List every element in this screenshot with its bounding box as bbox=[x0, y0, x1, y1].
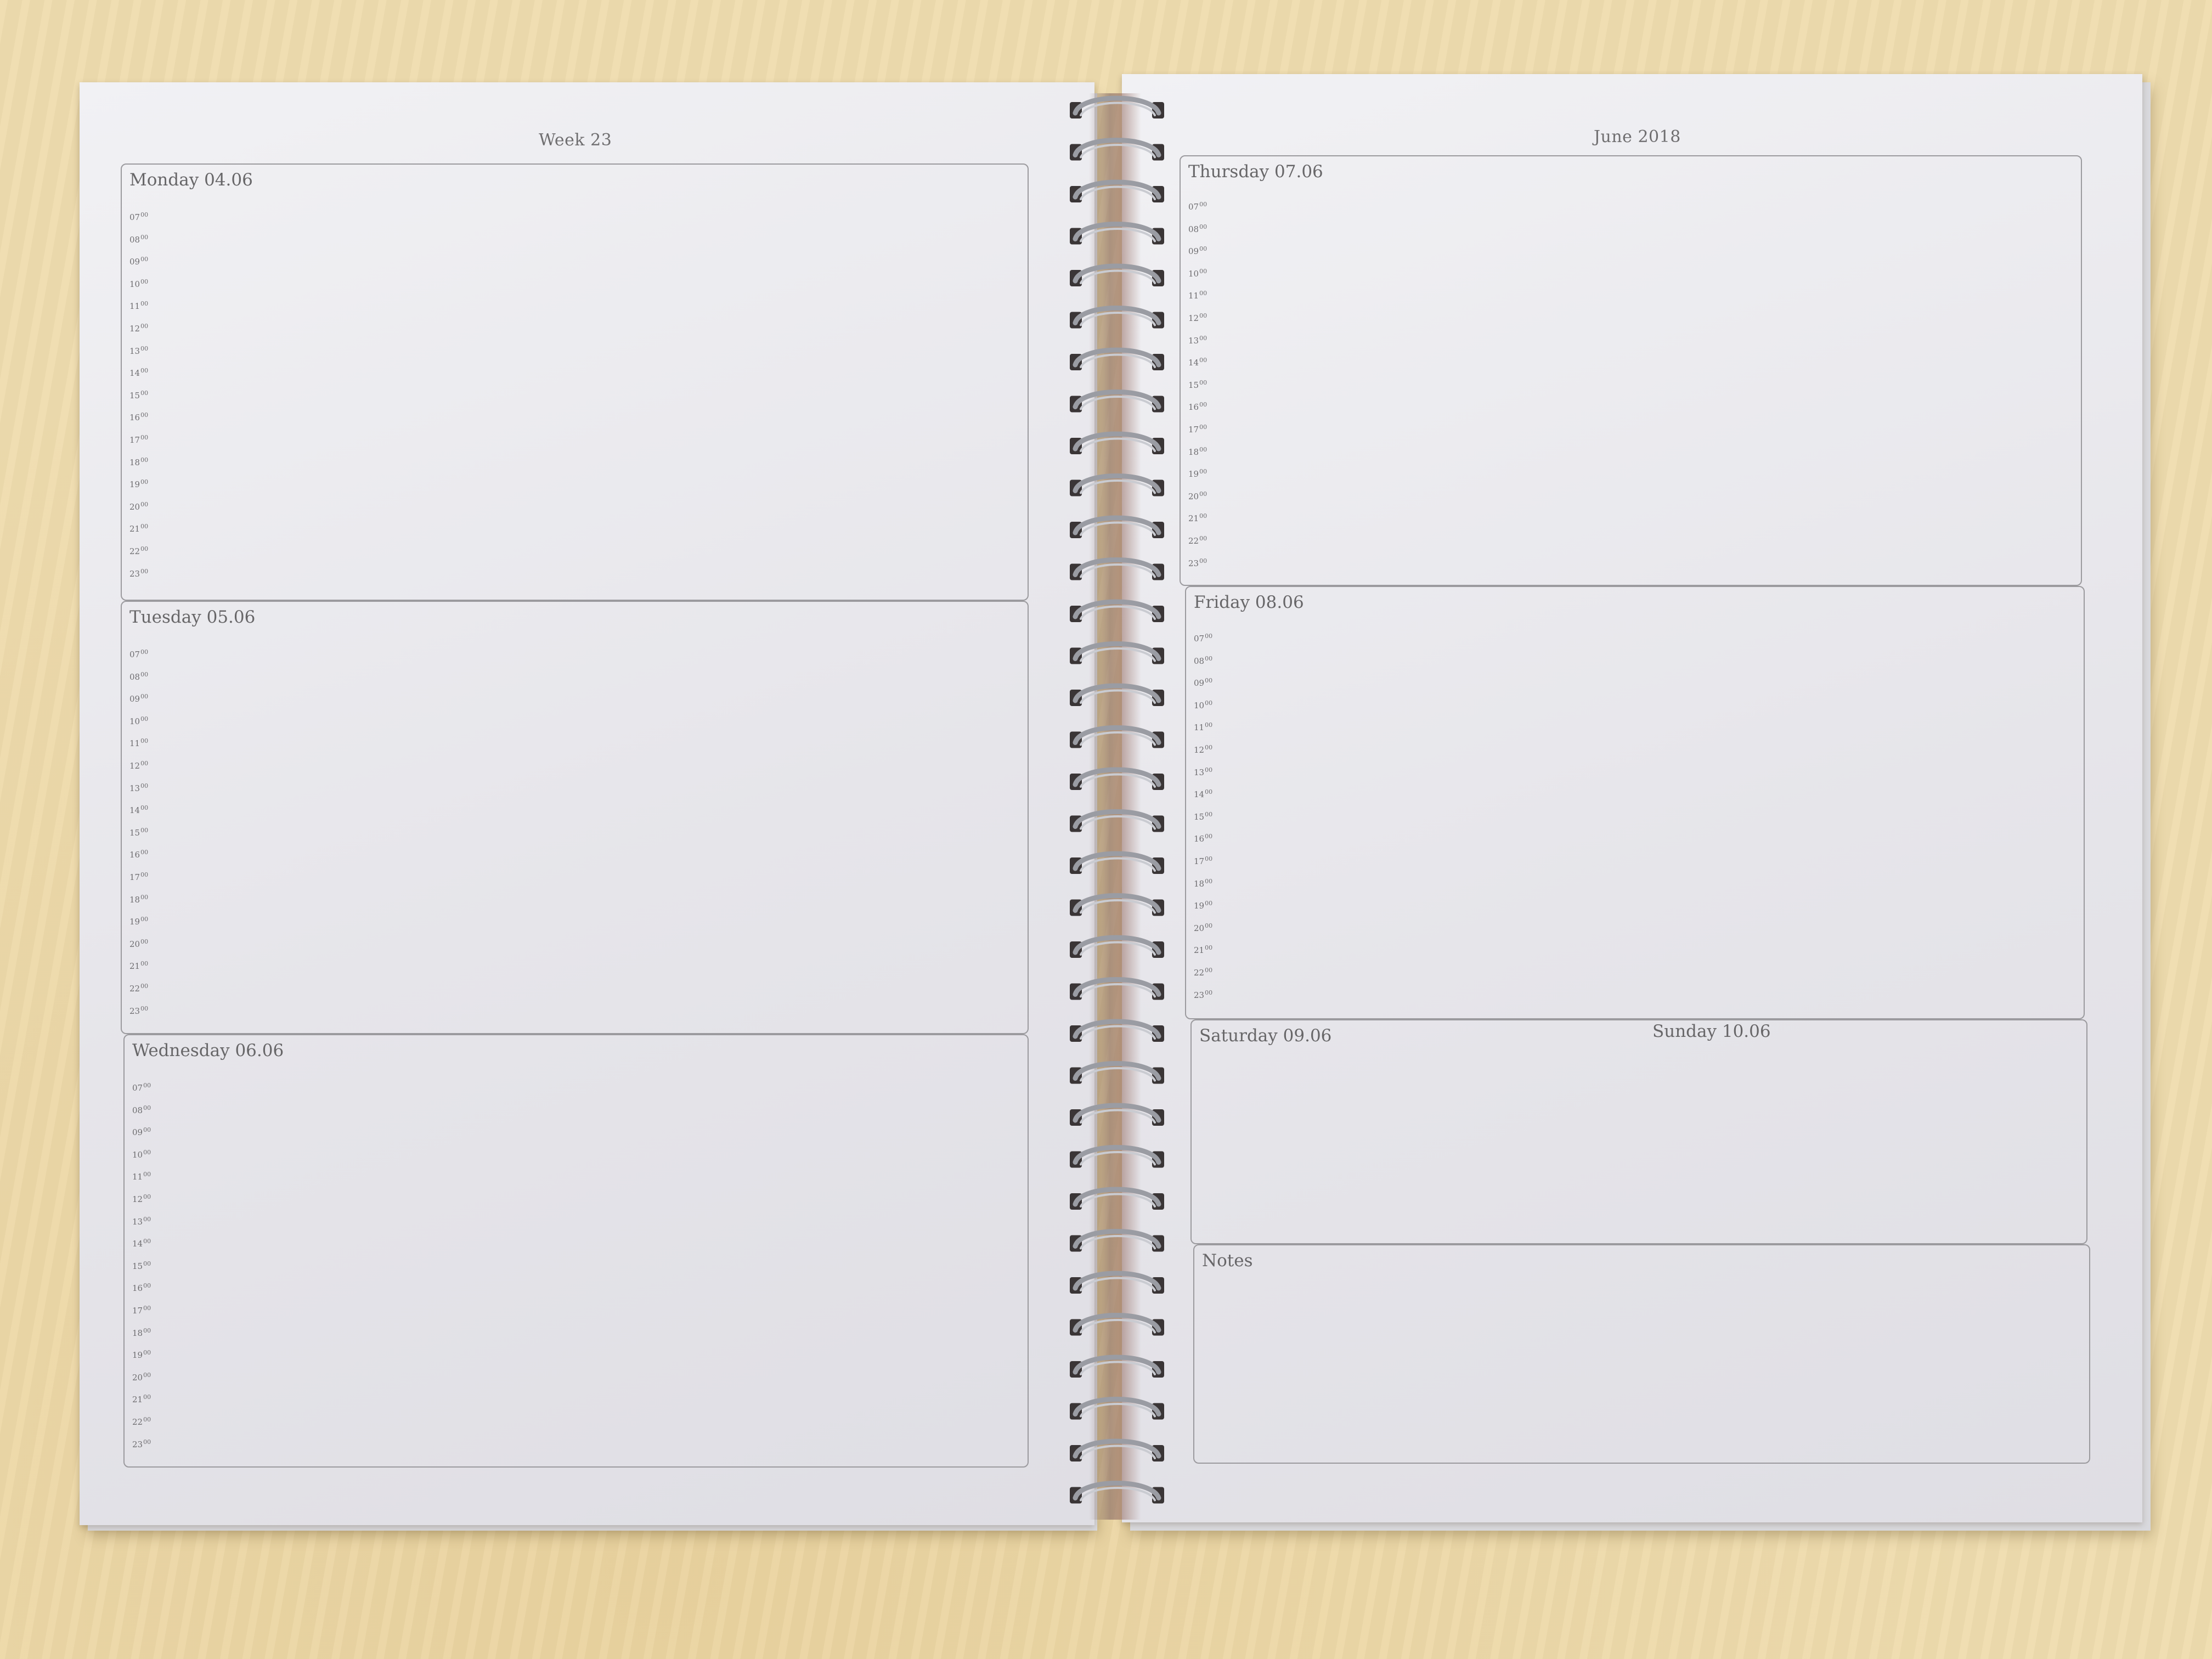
hour-label: $09^{00}$ bbox=[1194, 677, 1213, 689]
hour-label: $22^{00}$ bbox=[1188, 534, 1207, 546]
hour-label: $16^{00}$ bbox=[129, 849, 149, 860]
spiral-coil bbox=[1070, 1064, 1164, 1084]
hour-label: $16^{00}$ bbox=[132, 1282, 151, 1294]
hour-label: $23^{00}$ bbox=[129, 567, 149, 579]
hour-label: $17^{00}$ bbox=[1194, 855, 1213, 866]
hour-label: $17^{00}$ bbox=[129, 871, 149, 882]
hour-label: $11^{00}$ bbox=[132, 1171, 151, 1182]
hour-label: $07^{00}$ bbox=[132, 1082, 151, 1093]
hour-label: $18^{00}$ bbox=[129, 456, 149, 467]
spiral-coil bbox=[1070, 1022, 1164, 1042]
spiral-coil bbox=[1070, 1357, 1164, 1378]
spiral-coil bbox=[1070, 308, 1164, 329]
spiral-coil bbox=[1070, 476, 1164, 496]
hour-label: $18^{00}$ bbox=[129, 893, 149, 905]
hour-label: $08^{00}$ bbox=[1194, 654, 1213, 666]
hour-label: $11^{00}$ bbox=[129, 737, 149, 749]
hour-label: $09^{00}$ bbox=[132, 1126, 151, 1138]
hour-label: $12^{00}$ bbox=[1194, 743, 1213, 755]
hour-label: $07^{00}$ bbox=[129, 211, 149, 222]
hour-label: $16^{00}$ bbox=[1188, 401, 1207, 413]
spiral-coil bbox=[1070, 1148, 1164, 1168]
spiral-coil bbox=[1070, 224, 1164, 245]
hour-label: $08^{00}$ bbox=[129, 233, 149, 245]
month-title: June 2018 bbox=[1594, 127, 1681, 146]
wednesday-label: Wednesday 06.06 bbox=[132, 1041, 284, 1060]
hour-label: $09^{00}$ bbox=[1188, 245, 1207, 257]
hour-label: $10^{00}$ bbox=[1188, 267, 1207, 279]
tuesday-box[interactable] bbox=[121, 601, 1029, 1034]
saturday-label: Saturday 09.06 bbox=[1199, 1026, 1332, 1046]
spiral-coil bbox=[1070, 770, 1164, 790]
friday-box[interactable] bbox=[1185, 586, 2085, 1019]
hour-label: $16^{00}$ bbox=[1194, 833, 1213, 844]
hour-label: $23^{00}$ bbox=[1194, 989, 1213, 1000]
hour-label: $22^{00}$ bbox=[129, 545, 149, 556]
hour-label: $08^{00}$ bbox=[1188, 223, 1207, 234]
spiral-coil bbox=[1070, 686, 1164, 706]
hour-label: $15^{00}$ bbox=[132, 1260, 151, 1271]
hour-label: $15^{00}$ bbox=[1194, 810, 1213, 822]
spiral-coil bbox=[1070, 1232, 1164, 1252]
monday-label: Monday 04.06 bbox=[129, 170, 253, 190]
hour-label: $07^{00}$ bbox=[1194, 633, 1213, 644]
hour-label: $10^{00}$ bbox=[129, 278, 149, 289]
hour-label: $18^{00}$ bbox=[1188, 445, 1207, 457]
wednesday-box[interactable] bbox=[123, 1034, 1029, 1468]
hour-label: $07^{00}$ bbox=[1188, 201, 1207, 212]
spiral-coil bbox=[1070, 182, 1164, 202]
hour-label: $07^{00}$ bbox=[129, 648, 149, 659]
hour-label: $12^{00}$ bbox=[1188, 312, 1207, 323]
hour-label: $22^{00}$ bbox=[132, 1415, 151, 1427]
thursday-hour-column bbox=[1188, 194, 1207, 572]
hour-label: $19^{00}$ bbox=[129, 478, 149, 490]
spiral-coil bbox=[1070, 1273, 1164, 1294]
hour-label: $13^{00}$ bbox=[129, 345, 149, 356]
hour-label: $21^{00}$ bbox=[129, 523, 149, 534]
spiral-coil bbox=[1070, 980, 1164, 1000]
spiral-coil bbox=[1070, 266, 1164, 286]
spiral-coil bbox=[1070, 560, 1164, 580]
spiral-coil bbox=[1070, 140, 1164, 161]
hour-label: $20^{00}$ bbox=[132, 1371, 151, 1383]
hour-label: $20^{00}$ bbox=[129, 938, 149, 949]
thursday-box[interactable] bbox=[1180, 155, 2082, 586]
spiral-coil bbox=[1070, 854, 1164, 874]
hour-label: $23^{00}$ bbox=[1188, 557, 1207, 568]
hour-label: $19^{00}$ bbox=[1194, 900, 1213, 911]
hour-label: $19^{00}$ bbox=[1188, 468, 1207, 479]
hour-label: $23^{00}$ bbox=[132, 1438, 151, 1449]
hour-label: $14^{00}$ bbox=[129, 367, 149, 379]
hour-label: $12^{00}$ bbox=[129, 322, 149, 334]
spiral-coil bbox=[1070, 1316, 1164, 1336]
spiral-coil bbox=[1070, 518, 1164, 538]
hour-label: $22^{00}$ bbox=[1194, 966, 1213, 978]
hour-label: $18^{00}$ bbox=[1194, 877, 1213, 889]
spiral-coil bbox=[1070, 644, 1164, 664]
friday-hour-column bbox=[1194, 625, 1212, 1004]
hour-label: $21^{00}$ bbox=[129, 960, 149, 972]
hour-label: $14^{00}$ bbox=[132, 1238, 151, 1249]
hour-label: $20^{00}$ bbox=[129, 500, 149, 512]
hour-label: $12^{00}$ bbox=[129, 759, 149, 771]
spiral-coil bbox=[1070, 98, 1164, 119]
hour-label: $11^{00}$ bbox=[1194, 721, 1213, 733]
hour-label: $20^{00}$ bbox=[1188, 490, 1207, 501]
monday-hour-column bbox=[129, 204, 148, 583]
tuesday-label: Tuesday 05.06 bbox=[129, 607, 256, 627]
spiral-coil bbox=[1070, 812, 1164, 832]
hour-label: $23^{00}$ bbox=[129, 1005, 149, 1016]
wednesday-hour-column bbox=[132, 1075, 151, 1453]
spiral-coil bbox=[1070, 1189, 1164, 1210]
hour-label: $20^{00}$ bbox=[1194, 922, 1213, 933]
hour-label: $09^{00}$ bbox=[129, 693, 149, 704]
notes-box[interactable] bbox=[1193, 1244, 2090, 1464]
thursday-label: Thursday 07.06 bbox=[1188, 162, 1323, 182]
sunday-label: Sunday 10.06 bbox=[1652, 1022, 1771, 1041]
hour-label: $10^{00}$ bbox=[129, 715, 149, 726]
spiral-coil bbox=[1070, 1105, 1164, 1126]
tuesday-hour-column bbox=[129, 641, 148, 1020]
hour-label: $09^{00}$ bbox=[129, 256, 149, 267]
hour-label: $13^{00}$ bbox=[129, 782, 149, 793]
friday-label: Friday 08.06 bbox=[1194, 592, 1304, 612]
hour-label: $10^{00}$ bbox=[132, 1148, 151, 1160]
hour-label: $17^{00}$ bbox=[1188, 423, 1207, 435]
spiral-coil bbox=[1070, 1483, 1164, 1504]
hour-label: $14^{00}$ bbox=[129, 804, 149, 816]
week-title: Week 23 bbox=[539, 131, 612, 150]
hour-label: $16^{00}$ bbox=[129, 411, 149, 423]
spiral-binding bbox=[1059, 88, 1180, 1525]
hour-label: $21^{00}$ bbox=[1188, 512, 1207, 524]
spiral-coil bbox=[1070, 1441, 1164, 1462]
hour-label: $19^{00}$ bbox=[132, 1349, 151, 1361]
spiral-coil bbox=[1070, 350, 1164, 370]
spiral-coil bbox=[1070, 602, 1164, 622]
spiral-coil bbox=[1070, 434, 1164, 454]
spiral-coil bbox=[1070, 1400, 1164, 1420]
spiral-coil bbox=[1070, 938, 1164, 958]
notes-label: Notes bbox=[1202, 1251, 1253, 1271]
hour-label: $10^{00}$ bbox=[1194, 699, 1213, 710]
hour-label: $21^{00}$ bbox=[132, 1393, 151, 1405]
hour-label: $15^{00}$ bbox=[129, 389, 149, 400]
hour-label: $12^{00}$ bbox=[132, 1193, 151, 1204]
left-page bbox=[80, 82, 1094, 1525]
right-page bbox=[1122, 74, 2142, 1522]
hour-label: $08^{00}$ bbox=[132, 1104, 151, 1115]
hour-label: $13^{00}$ bbox=[1188, 334, 1207, 346]
hour-label: $22^{00}$ bbox=[129, 982, 149, 994]
hour-label: $08^{00}$ bbox=[129, 670, 149, 682]
hour-label: $21^{00}$ bbox=[1194, 944, 1213, 956]
hour-label: $14^{00}$ bbox=[1194, 788, 1213, 800]
hour-label: $18^{00}$ bbox=[132, 1327, 151, 1338]
hour-label: $13^{00}$ bbox=[132, 1215, 151, 1227]
hour-label: $17^{00}$ bbox=[129, 433, 149, 445]
hour-label: $17^{00}$ bbox=[132, 1304, 151, 1316]
hour-label: $15^{00}$ bbox=[129, 826, 149, 838]
spiral-coil bbox=[1070, 392, 1164, 413]
hour-label: $14^{00}$ bbox=[1188, 357, 1207, 368]
hour-label: $11^{00}$ bbox=[1188, 290, 1207, 301]
hour-label: $19^{00}$ bbox=[129, 916, 149, 927]
hour-label: $11^{00}$ bbox=[129, 300, 149, 312]
spiral-coil bbox=[1070, 728, 1164, 748]
hour-label: $15^{00}$ bbox=[1188, 379, 1207, 390]
spiral-coil bbox=[1070, 896, 1164, 916]
weekend-box[interactable] bbox=[1190, 1019, 2087, 1244]
hour-label: $13^{00}$ bbox=[1194, 766, 1213, 777]
monday-box[interactable] bbox=[121, 163, 1029, 601]
